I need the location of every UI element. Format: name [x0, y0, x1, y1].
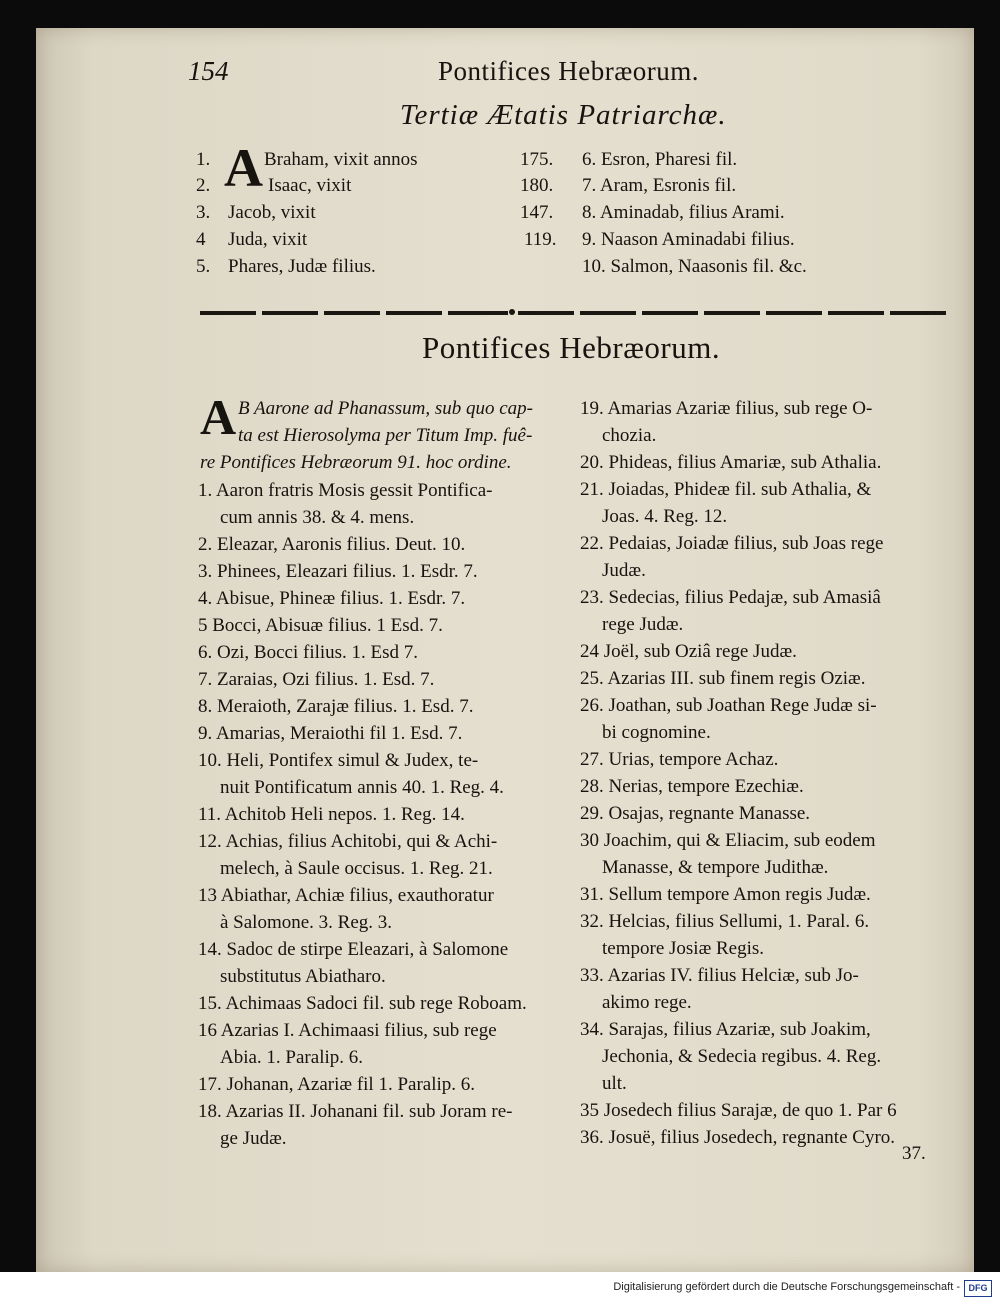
list-item: 30 Joachim, qui & Eliacim, sub eodem: [580, 830, 876, 851]
running-head: [0, 56, 1000, 96]
list-item: Judæ.: [602, 560, 646, 581]
list-item: 26. Joathan, sub Joathan Rege Judæ si-: [580, 695, 877, 716]
patriarch-years: 180.: [520, 175, 554, 196]
right-column: [580, 395, 897, 1151]
patriarchs-title: Tertiæ Ætatis Patriarchæ.: [400, 99, 727, 131]
running-title: Pontifices Hebræorum.: [438, 56, 699, 86]
list-item: 34. Sarajas, filius Azariæ, sub Joakim,: [580, 1019, 871, 1040]
list-item: 6. Ozi, Bocci filius. 1. Esd 7.: [198, 642, 419, 663]
dfg-logo: DFG: [964, 1280, 992, 1297]
list-item: 8. Meraioth, Zarajæ filius. 1. Esd. 7.: [198, 696, 474, 717]
patriarch-entry: 9. Naason Aminadabi filius.: [582, 229, 795, 250]
list-item: melech, à Saule occisus. 1. Reg. 21.: [220, 858, 493, 879]
patriarch-entry: 2. Isaac, vixit: [196, 175, 352, 196]
list-item: 9. Amarias, Meraiothi fil 1. Esd. 7.: [198, 723, 463, 744]
list-item: 32. Helcias, filius Sellumi, 1. Paral. 6.: [580, 911, 870, 932]
list-item: 5 Bocci, Abisuæ filius. 1 Esd. 7.: [198, 615, 443, 636]
ornamental-rule: [200, 306, 948, 320]
list-item: substitutus Abiatharo.: [220, 966, 386, 987]
list-item: à Salomone. 3. Reg. 3.: [220, 912, 393, 933]
patriarch-entry: 8. Aminadab, filius Arami.: [582, 202, 785, 223]
list-item: 11. Achitob Heli nepos. 1. Reg. 14.: [198, 804, 465, 825]
list-item: 12. Achias, filius Achitobi, qui & Achi-: [198, 831, 498, 852]
list-item: 17. Johanan, Azariæ fil 1. Paralip. 6.: [198, 1074, 476, 1095]
list-item: 14. Sadoc de stirpe Eleazari, à Salomone: [198, 939, 509, 960]
funding-note: Digitalisierung gefördert durch die Deutsche Forschungsgemeinschaft -: [613, 1281, 960, 1293]
list-item: Abia. 1. Paralip. 6.: [220, 1047, 364, 1068]
list-item: 36. Josuë, filius Josedech, regnante Cyro.: [580, 1127, 896, 1148]
patriarch-years: 119.: [524, 229, 557, 250]
patriarch-entry: 1. Braham, vixit annos: [196, 149, 418, 170]
patriarch-years: 175.: [520, 149, 554, 170]
list-item: 4. Abisue, Phineæ filius. 1. Esdr. 7.: [198, 588, 466, 609]
list-item: Manasse, & tempore Judithæ.: [602, 857, 829, 878]
list-item: nuit Pontificatum annis 40. 1. Reg. 4.: [220, 777, 504, 798]
patriarch-entry: 6. Esron, Pharesi fil.: [582, 149, 738, 170]
list-item: bi cognomine.: [602, 722, 711, 743]
list-item: 15. Achimaas Sadoci fil. sub rege Roboam.: [198, 993, 527, 1014]
patriarch-entry: 5. Phares, Judæ filius.: [196, 256, 376, 277]
list-item: Joas. 4. Reg. 12.: [602, 506, 728, 527]
list-item: 3. Phinees, Eleazari filius. 1. Esdr. 7.: [198, 561, 478, 582]
catchword: 37.: [902, 1143, 926, 1164]
digitization-footer: [0, 1272, 1000, 1304]
list-item: tempore Josiæ Regis.: [602, 938, 765, 959]
drop-capital: A: [200, 389, 237, 445]
list-item: 19. Amarias Azariæ filius, sub rege O-: [580, 398, 873, 419]
intro-paragraph-end: [200, 449, 512, 476]
list-item: 13 Abiathar, Achiæ filius, exauthoratur: [198, 885, 494, 906]
list-item: 20. Phideas, filius Amariæ, sub Athalia.: [580, 452, 882, 473]
list-item: 1. Aaron fratris Mosis gessit Pontifica-: [198, 480, 493, 501]
list-item: 29. Osajas, regnante Manasse.: [580, 803, 811, 824]
list-item: ult.: [602, 1073, 627, 1094]
list-item: rege Judæ.: [602, 614, 684, 635]
patriarch-entry: 4 Juda, vixit: [196, 229, 308, 250]
drop-capital: A: [224, 138, 263, 198]
list-item: 10. Heli, Pontifex simul & Judex, te-: [198, 750, 479, 771]
list-item: cum annis 38. & 4. mens.: [220, 507, 415, 528]
list-item: 7. Zaraias, Ozi filius. 1. Esd. 7.: [198, 669, 435, 690]
intro-line: re Pontifices Hebræorum 91. hoc ordine.: [200, 452, 512, 473]
patriarch-entry: 7. Aram, Esronis fil.: [582, 175, 737, 196]
patriarch-years: 147.: [520, 202, 554, 223]
list-item: akimo rege.: [602, 992, 692, 1013]
list-item: 22. Pedaias, Joiadæ filius, sub Joas rege: [580, 533, 884, 554]
list-item: Jechonia, & Sedecia regibus. 4. Reg.: [602, 1046, 882, 1067]
list-item: 2. Eleazar, Aaronis filius. Deut. 10.: [198, 534, 466, 555]
list-item: 23. Sedecias, filius Pedajæ, sub Amasiâ: [580, 587, 881, 608]
list-item: 33. Azarias IV. filius Helciæ, sub Jo-: [580, 965, 859, 986]
list-item: 28. Nerias, tempore Ezechiæ.: [580, 776, 804, 797]
list-item: chozia.: [602, 425, 657, 446]
list-item: 24 Joël, sub Oziâ rege Judæ.: [580, 641, 797, 662]
intro-line: B Aarone ad Phanassum, sub quo cap-: [238, 398, 534, 419]
list-item: 25. Azarias III. sub finem regis Oziæ.: [580, 668, 866, 689]
patriarch-entry: 10. Salmon, Naasonis fil. &c.: [582, 256, 807, 277]
list-item: 16 Azarias I. Achimaasi filius, sub rege: [198, 1020, 497, 1041]
intro-paragraph: [238, 395, 533, 449]
patriarch-entry: 3. Jacob, vixit: [196, 202, 316, 223]
list-item: 31. Sellum tempore Amon regis Judæ.: [580, 884, 871, 905]
left-column: [198, 477, 527, 1152]
list-item: 18. Azarias II. Johanani fil. sub Joram re-: [198, 1101, 513, 1122]
list-item: 35 Josedech filius Sarajæ, de quo 1. Par 6: [580, 1100, 897, 1121]
list-item: 27. Urias, tempore Achaz.: [580, 749, 779, 770]
section-title: Pontifices Hebræorum.: [422, 330, 721, 365]
intro-line: ta est Hierosolyma per Titum Imp. fuê-: [238, 425, 533, 446]
page-number: 154: [188, 56, 229, 86]
list-item: 21. Joiadas, Phideæ fil. sub Athalia, &: [580, 479, 872, 500]
list-item: ge Judæ.: [220, 1128, 287, 1149]
